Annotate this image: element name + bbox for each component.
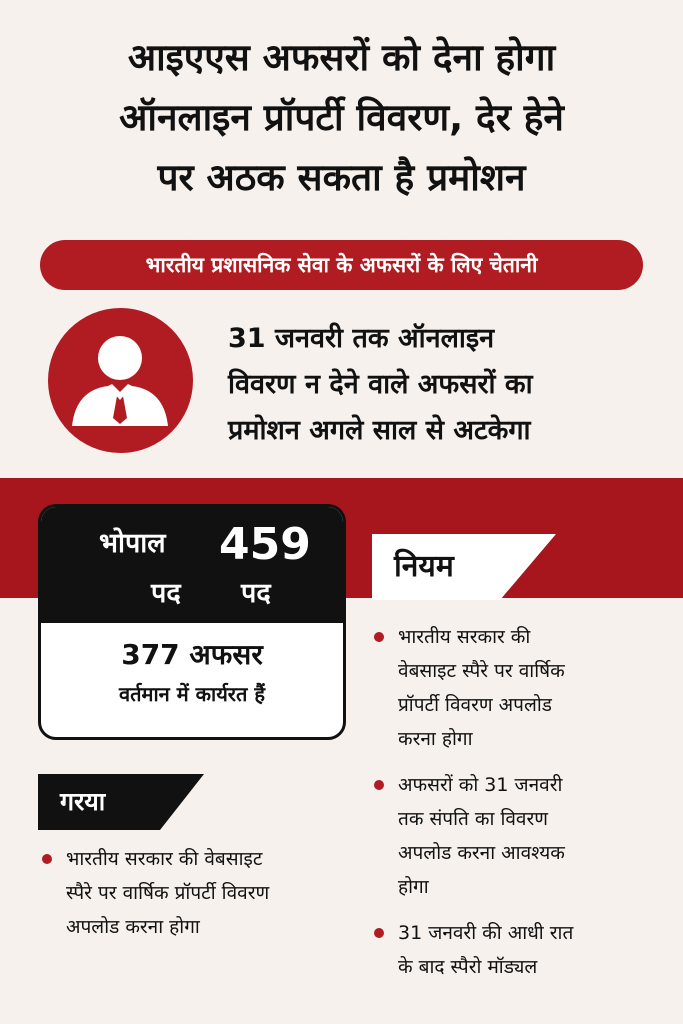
sub-headline-line-1: 31 जनवरी तक ऑनलाइन: [228, 323, 495, 354]
stat-post-label: पद: [151, 578, 181, 609]
bullet-dot-icon: [374, 928, 384, 938]
list-item-line: प्रॉपर्टी विवरण अपलोड: [398, 694, 552, 716]
list-item-line: स्पैरे पर वार्षिक प्रॉपर्टी विवरण: [66, 882, 270, 904]
list-item-line: अपलोड करना आवश्यक: [398, 842, 565, 864]
list-item-line: अफसरों को 31 जनवरी: [398, 774, 563, 796]
stat-card-header: [41, 507, 343, 623]
stat-city-label: भोपाल: [99, 528, 166, 559]
warning-banner: भारतीय प्रशासनिक सेवा के अफसरों के लिए चेतानी: [40, 240, 643, 290]
stat-number-unit: पद: [241, 578, 271, 609]
headline-line-3: पर अठक सकता है प्रमोशन: [157, 156, 526, 199]
person-icon: [48, 308, 193, 453]
list-item: [370, 620, 670, 756]
list-item-line: वेबसाइट स्पैरे पर वार्षिक: [398, 660, 565, 682]
list-item-line: भारतीय सरकार की: [398, 626, 531, 648]
list-item-line: होगा: [398, 876, 429, 898]
stat-card: [38, 504, 346, 740]
bullet-dot-icon: [42, 854, 52, 864]
list-item-line: के बाद स्पैरो मॉड्यल: [398, 956, 538, 978]
headline-line-1: आइएएस अफसरों को देना होगा: [127, 36, 556, 79]
officers-subtext: वर्तमान में कार्यरत हैं: [119, 682, 265, 706]
headline-line-2: ऑनलाइन प्रॉपर्टी विवरण, देर हेने: [119, 96, 564, 139]
list-item-line: करना होगा: [398, 728, 473, 750]
list-item-line: 31 जनवरी की आधी रात: [398, 922, 574, 944]
list-item: [370, 768, 670, 904]
officers-count: 377 अफसर: [121, 638, 263, 671]
list-item: [370, 916, 670, 984]
headline: [0, 28, 683, 208]
stat-number: 459: [219, 519, 311, 570]
bullet-dot-icon: [374, 632, 384, 642]
sub-headline: [228, 316, 668, 454]
avatar: [48, 308, 193, 453]
niyam-list: [370, 620, 670, 996]
garaya-heading: गरया: [38, 774, 160, 830]
sub-headline-line-2: विवरण न देने वाले अफसरों का: [228, 369, 533, 400]
bullet-dot-icon: [374, 780, 384, 790]
niyam-heading: नियम: [372, 534, 500, 600]
garaya-list: [38, 842, 368, 944]
sub-headline-line-3: प्रमोशन अगले साल से अटकेगा: [228, 415, 531, 446]
list-item: [38, 842, 368, 944]
stat-card-body: [41, 633, 343, 711]
list-item-line: भारतीय सरकार की वेबसाइट: [66, 848, 263, 870]
list-item-line: तक संपति का विवरण: [398, 808, 548, 830]
list-item-line: अपलोड करना होगा: [66, 916, 200, 938]
